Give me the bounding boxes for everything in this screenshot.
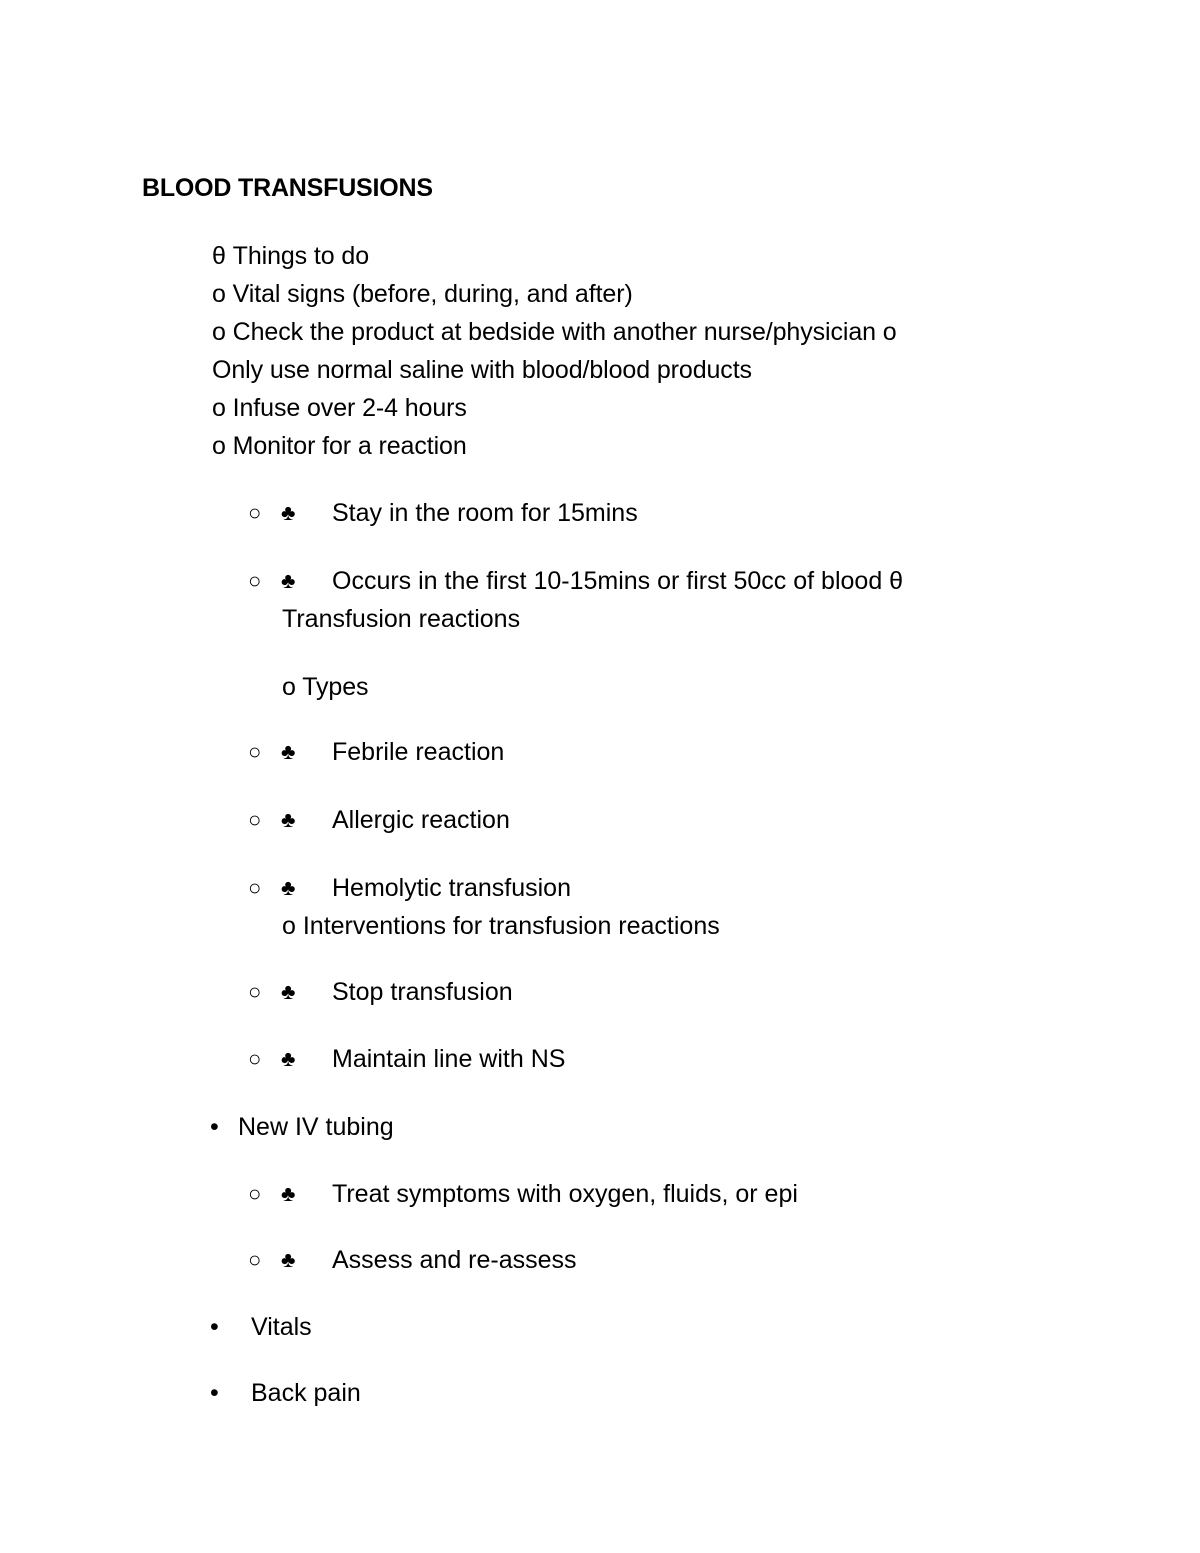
sub-item-label: Treat symptoms with oxygen, fluids, or epi xyxy=(332,1180,798,1208)
bullet-label: Vitals xyxy=(251,1313,312,1341)
club-bullet-icon: ♣ xyxy=(281,1046,296,1071)
club-bullet-icon: ♣ xyxy=(281,500,296,525)
sub-item-label: Allergic reaction xyxy=(332,806,510,834)
circle-bullet-icon: ○ xyxy=(248,568,262,593)
circle-bullet-icon: ○ xyxy=(248,739,262,764)
bullet-dot-icon: • xyxy=(210,1113,219,1141)
list-item-normal-saline: Only use normal saline with blood/blood products xyxy=(212,356,752,384)
club-bullet-icon: ♣ xyxy=(281,568,296,593)
club-bullet-icon: ♣ xyxy=(281,739,296,764)
circle-bullet-icon: ○ xyxy=(248,1046,262,1071)
list-item-check-product: o Check the product at bedside with another nurse/physician o xyxy=(212,318,897,346)
interventions-heading: o Interventions for transfusion reactions xyxy=(282,912,720,940)
bullet-label: New IV tubing xyxy=(238,1113,394,1141)
club-bullet-icon: ♣ xyxy=(281,979,296,1004)
club-bullet-icon: ♣ xyxy=(281,875,296,900)
types-heading: o Types xyxy=(282,673,369,701)
sub-item-label: Stop transfusion xyxy=(332,978,513,1006)
bullet-dot-icon: • xyxy=(210,1379,219,1407)
circle-bullet-icon: ○ xyxy=(248,979,262,1004)
circle-bullet-icon: ○ xyxy=(248,875,262,900)
bullet-label: Back pain xyxy=(251,1379,361,1407)
circle-bullet-icon: ○ xyxy=(248,500,262,525)
club-bullet-icon: ♣ xyxy=(281,1181,296,1206)
list-item-vital-signs: o Vital signs (before, during, and after) xyxy=(212,280,633,308)
sub-item-label: Hemolytic transfusion xyxy=(332,874,571,902)
list-item-infuse-time: o Infuse over 2-4 hours xyxy=(212,394,467,422)
sub-item-label: Febrile reaction xyxy=(332,738,505,766)
sub-item-label: Occurs in the first 10-15mins or first 50cc of blood θ xyxy=(332,567,904,595)
transfusion-reactions-heading: Transfusion reactions xyxy=(282,605,521,633)
bullet-dot-icon: • xyxy=(210,1313,219,1341)
sub-item-label: Stay in the room for 15mins xyxy=(332,499,638,527)
club-bullet-icon: ♣ xyxy=(281,1247,296,1272)
list-item-monitor-reaction: o Monitor for a reaction xyxy=(212,432,467,460)
sub-item-label: Assess and re-assess xyxy=(332,1246,577,1274)
document-title: BLOOD TRANSFUSIONS xyxy=(142,174,433,202)
circle-bullet-icon: ○ xyxy=(248,1181,262,1206)
club-bullet-icon: ♣ xyxy=(281,807,296,832)
things-to-do-heading: θ Things to do xyxy=(212,242,370,270)
sub-item-label: Maintain line with NS xyxy=(332,1045,566,1073)
circle-bullet-icon: ○ xyxy=(248,807,262,832)
circle-bullet-icon: ○ xyxy=(248,1247,262,1272)
